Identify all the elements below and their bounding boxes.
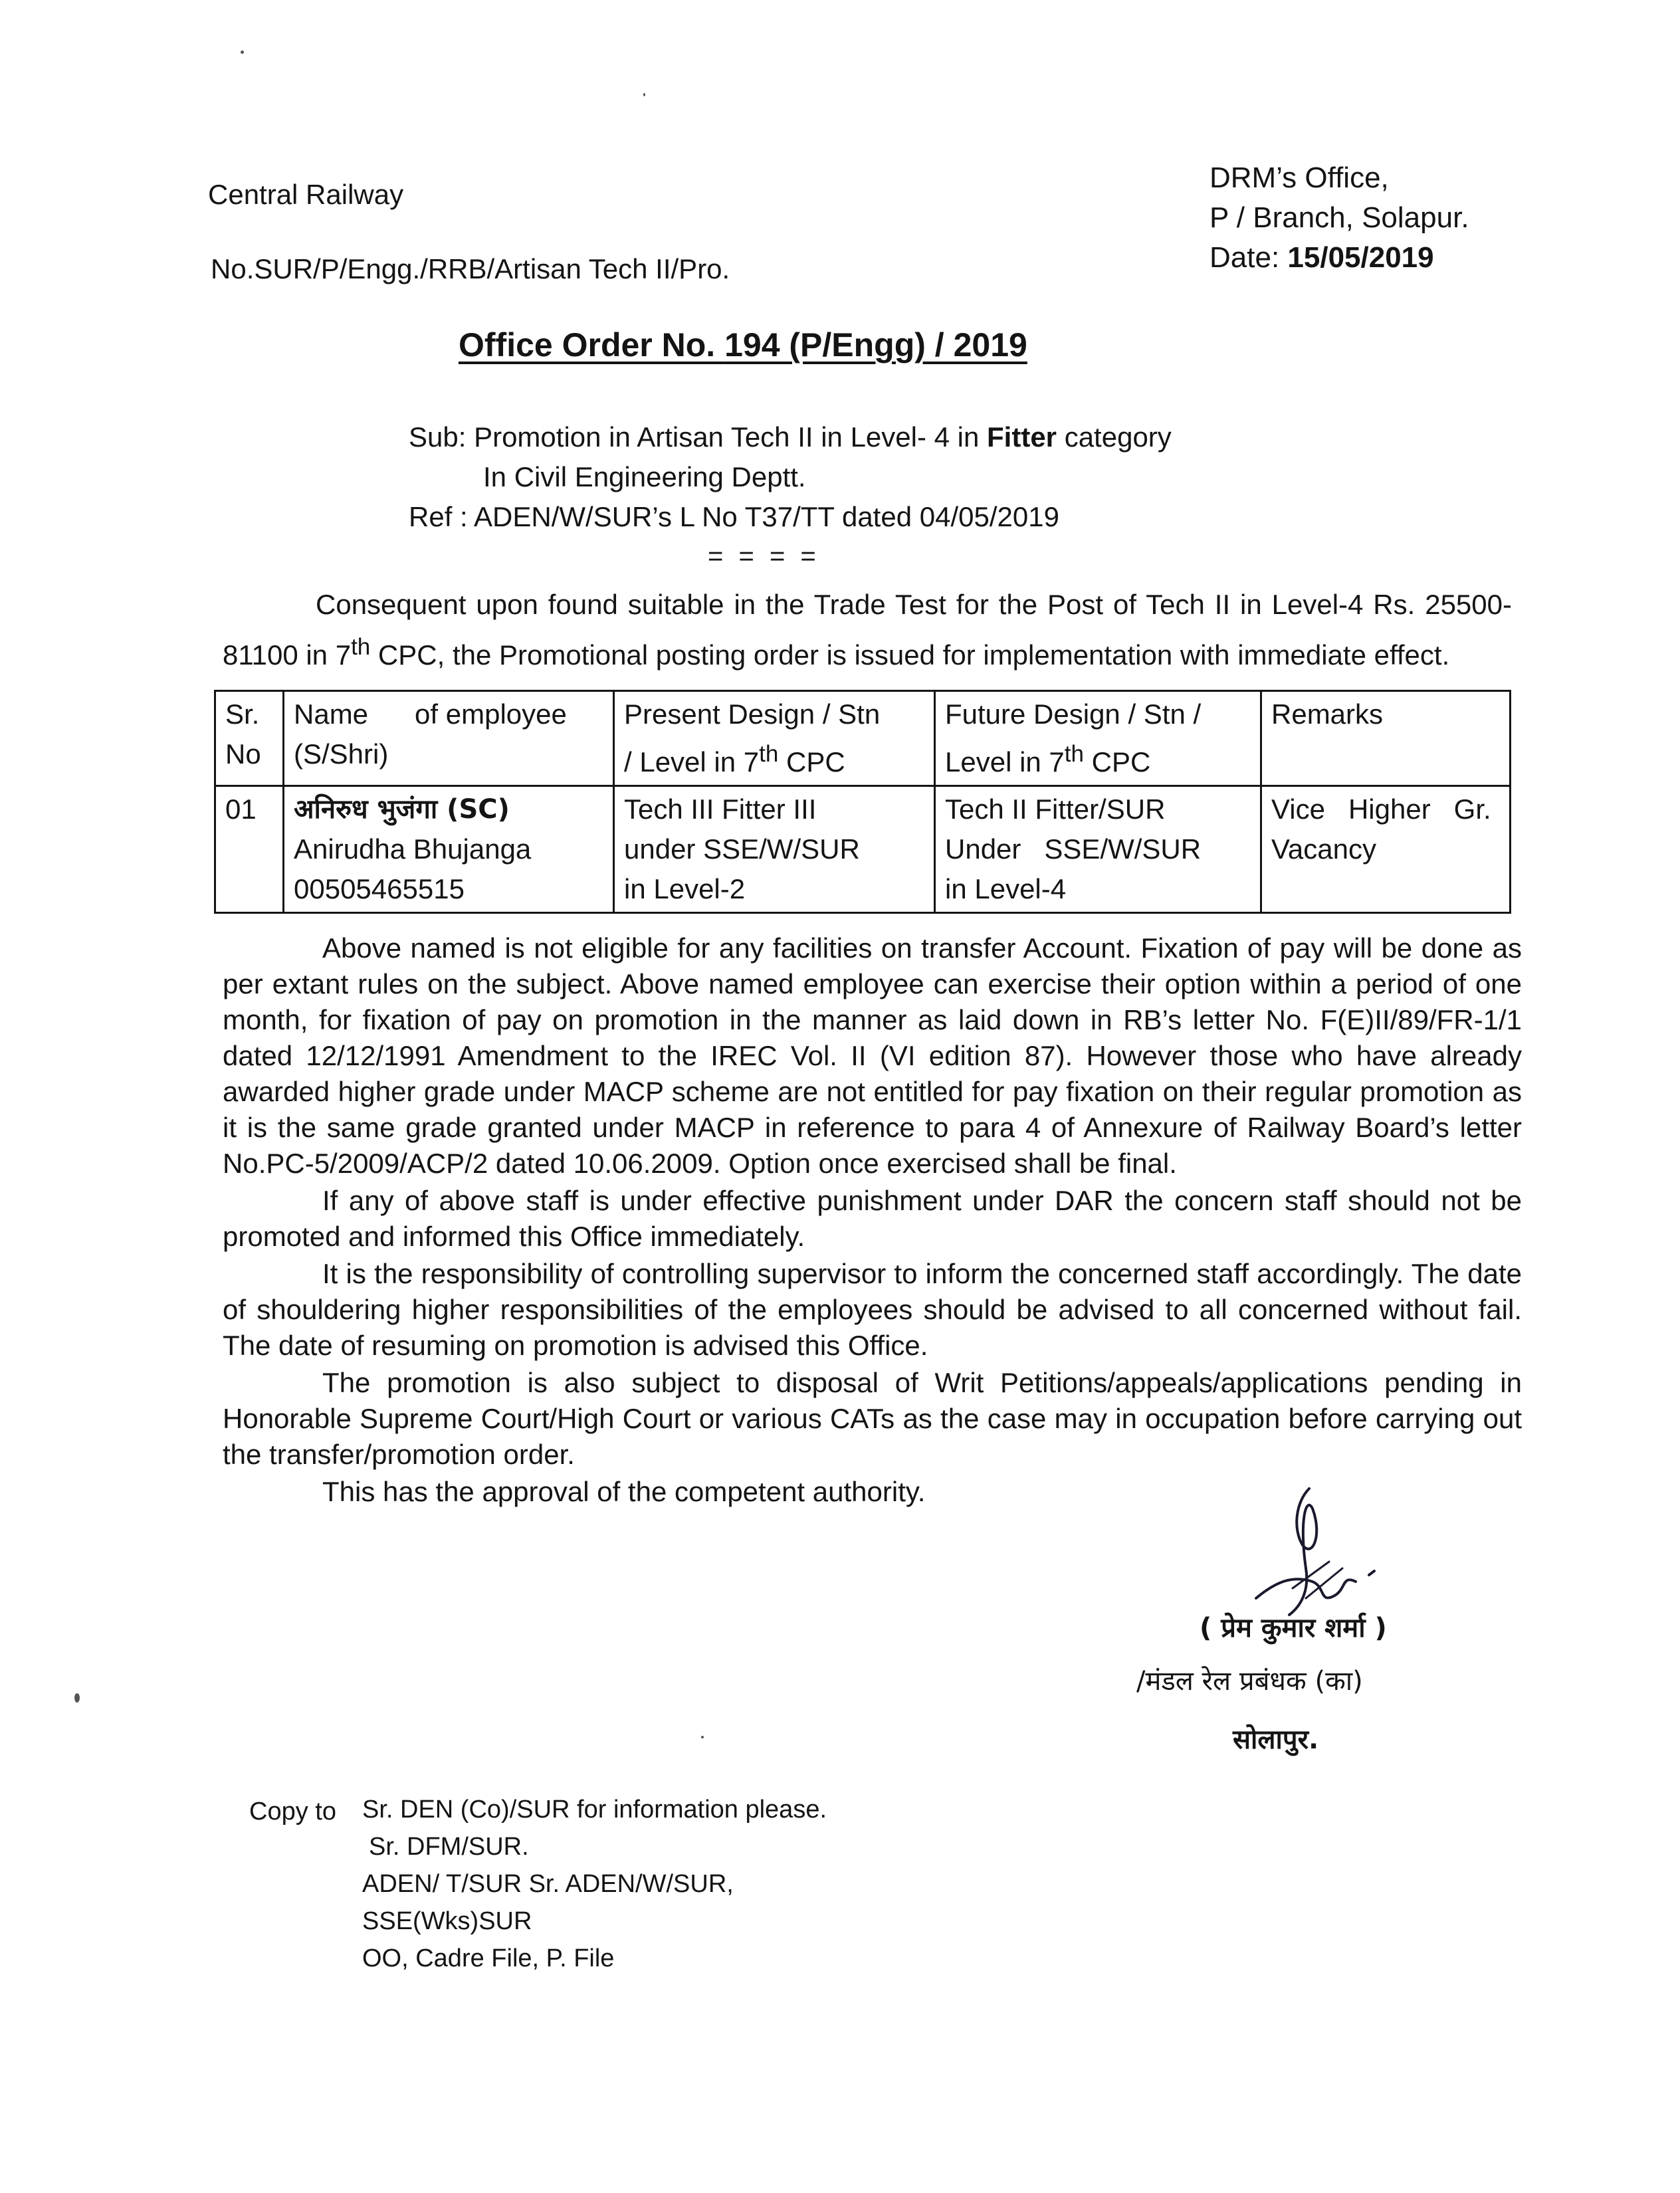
header-future-cpc: CPC (1084, 746, 1151, 778)
header-future-sup: th (1064, 741, 1084, 767)
body-paragraph-4: The promotion is also subject to disposal of Writ Petitions/appeals/applications pending in Honorable Supreme Court/High Court or various CATs as the case may in occupation before carrying out the transfer/promotion order. (223, 1367, 1522, 1470)
header-present-level: / Level in 7 (624, 746, 760, 778)
future-line-1: Tech II Fitter/SUR (945, 793, 1166, 825)
body-paragraph-1: Above named is not eligible for any facilities on transfer Account. Fixation of pay will be done as per extant rules on the subject. Above named employee can exercise their option within a period of one month, for fixation of pay on promotion in the manner as laid down in RB’s letter No. F(E)II/89/FR-1/1 dated 12/12/1991 Amendment to the IREC Vol. II (VI edition 87). However those who have already awarded higher grade under MACP scheme are not entitled for pay fixation on their regular promotion as it is the same grade granted under MACP in reference to para 4 of Annexure of Railway Board’s letter No.PC-5/2009/ACP/2 dated 10.06.2009. Option once exercised shall be final. (223, 932, 1522, 1179)
subject-suffix: category (1057, 421, 1172, 453)
cell-sr: 01 (215, 786, 284, 913)
copy-to-list (362, 1791, 827, 1977)
header-name-line1: Name of employee (294, 698, 567, 730)
intro-sup: th (351, 634, 371, 660)
signatory-place: सोलापुर. (1233, 1724, 1319, 1755)
employee-id: 00505465515 (294, 873, 465, 904)
scan-speck (241, 51, 244, 54)
header-present-cpc: CPC (778, 746, 845, 778)
intro-text-b: CPC, the Promotional posting order is issued for implementation with immediate effect. (370, 639, 1450, 671)
body-paragraph-2: If any of above staff is under effective punishment under DAR the concern staff should not be promoted and informed this Office immediately. (223, 1185, 1522, 1252)
subject-prefix: Sub: Promotion in Artisan Tech II in Level- 4 in (409, 421, 988, 453)
order-number: 194 (P/Engg) / 2019 (724, 326, 1027, 364)
body-text (223, 930, 1522, 1511)
organization-name: Central Railway (208, 179, 404, 210)
body-paragraph-3: It is the responsibility of controlling supervisor to inform the concerned staff accordingly. The date of shouldering higher responsibilities of the employees should be advised to all concerned without fail. The date of resuming on promotion is advised this Office. (223, 1258, 1522, 1361)
header-present-sup: th (759, 741, 779, 767)
date-line (1209, 238, 1469, 278)
header-present-line1: Present Design / Stn (624, 698, 881, 730)
future-line-3: in Level-4 (945, 873, 1067, 904)
remarks-line-1: Vice Higher Gr. (1271, 793, 1491, 825)
office-line-2: P / Branch, Solapur. (1209, 201, 1469, 234)
separator: = = = = (708, 542, 820, 571)
promotion-table (214, 690, 1511, 914)
scan-speck (643, 93, 645, 96)
date-value: 15/05/2019 (1287, 241, 1434, 274)
present-line-2: under SSE/W/SUR (624, 833, 860, 865)
office-line-1: DRM’s Office, (1209, 161, 1389, 194)
header-sr-no (215, 691, 284, 786)
cell-future-design (935, 786, 1261, 913)
employee-name-english: Anirudha Bhujanga (294, 833, 532, 865)
remarks-line-2: Vacancy (1271, 833, 1376, 865)
scan-speck (701, 1736, 704, 1738)
cell-present-design (614, 786, 935, 913)
copy-to-item: Sr. DFM/SUR. (369, 1833, 529, 1861)
copy-to-label: Copy to (249, 1798, 336, 1826)
table-header-row (215, 691, 1511, 786)
copy-to-item: SSE(Wks)SUR (362, 1907, 532, 1935)
present-line-3: in Level-2 (624, 873, 746, 904)
table-row (215, 786, 1511, 913)
body-paragraph-5: This has the approval of the competent authority. (322, 1476, 926, 1507)
copy-to-item: Sr. DEN (Co)/SUR for information please. (362, 1796, 827, 1824)
intro-text-a: Consequent upon found suitable in the Trade Test for the Post of Tech II in Level-4 Rs. 25500-81100 in 7 (223, 589, 1512, 671)
intro-paragraph (223, 583, 1512, 677)
header-future (935, 691, 1261, 786)
letter-number: No.SUR/P/Engg./RRB/Artisan Tech II/Pro. (211, 253, 730, 284)
header-present (614, 691, 935, 786)
subject-block (409, 417, 1172, 537)
header-future-level: Level in 7 (945, 746, 1065, 778)
subject-line-1 (409, 417, 1172, 457)
header-future-line2 (945, 734, 1251, 782)
intro-text (223, 583, 1512, 677)
present-line-1: Tech III Fitter III (624, 793, 817, 825)
header-remarks: Remarks (1261, 691, 1511, 786)
header-name (284, 691, 614, 786)
employee-name-hindi: अनिरुध भुजंगा (SC) (294, 794, 510, 825)
signatory-name: ( प्रेम कुमार शर्मा ) (1200, 1613, 1387, 1643)
order-title (459, 326, 1027, 364)
copy-to-item: OO, Cadre File, P. File (362, 1944, 615, 1972)
subject-category: Fitter (987, 421, 1057, 453)
future-line-2: Under SSE/W/SUR (945, 833, 1202, 865)
header-future-line1: Future Design / Stn / (945, 698, 1202, 730)
header-name-line2: (S/Shri) (294, 738, 389, 770)
reference-line: Ref : ADEN/W/SUR’s L No T37/TT dated 04/05/2019 (409, 501, 1059, 532)
date-label: Date: (1209, 241, 1280, 274)
header-sr-line2: No (225, 738, 261, 770)
order-title-prefix: Office Order No. (459, 326, 725, 364)
office-address-block (1209, 158, 1469, 278)
copy-to-item: ADEN/ T/SUR Sr. ADEN/W/SUR, (362, 1870, 734, 1898)
scan-speck (74, 1693, 80, 1703)
cell-employee (284, 786, 614, 913)
header-present-line2 (624, 734, 924, 782)
subject-line-2: In Civil Engineering Deptt. (483, 461, 806, 492)
cell-remarks (1261, 786, 1511, 913)
header-sr-line1: Sr. (225, 698, 260, 730)
signatory-designation: /मंडल रेल प्रबंधक (का) (1136, 1666, 1363, 1697)
